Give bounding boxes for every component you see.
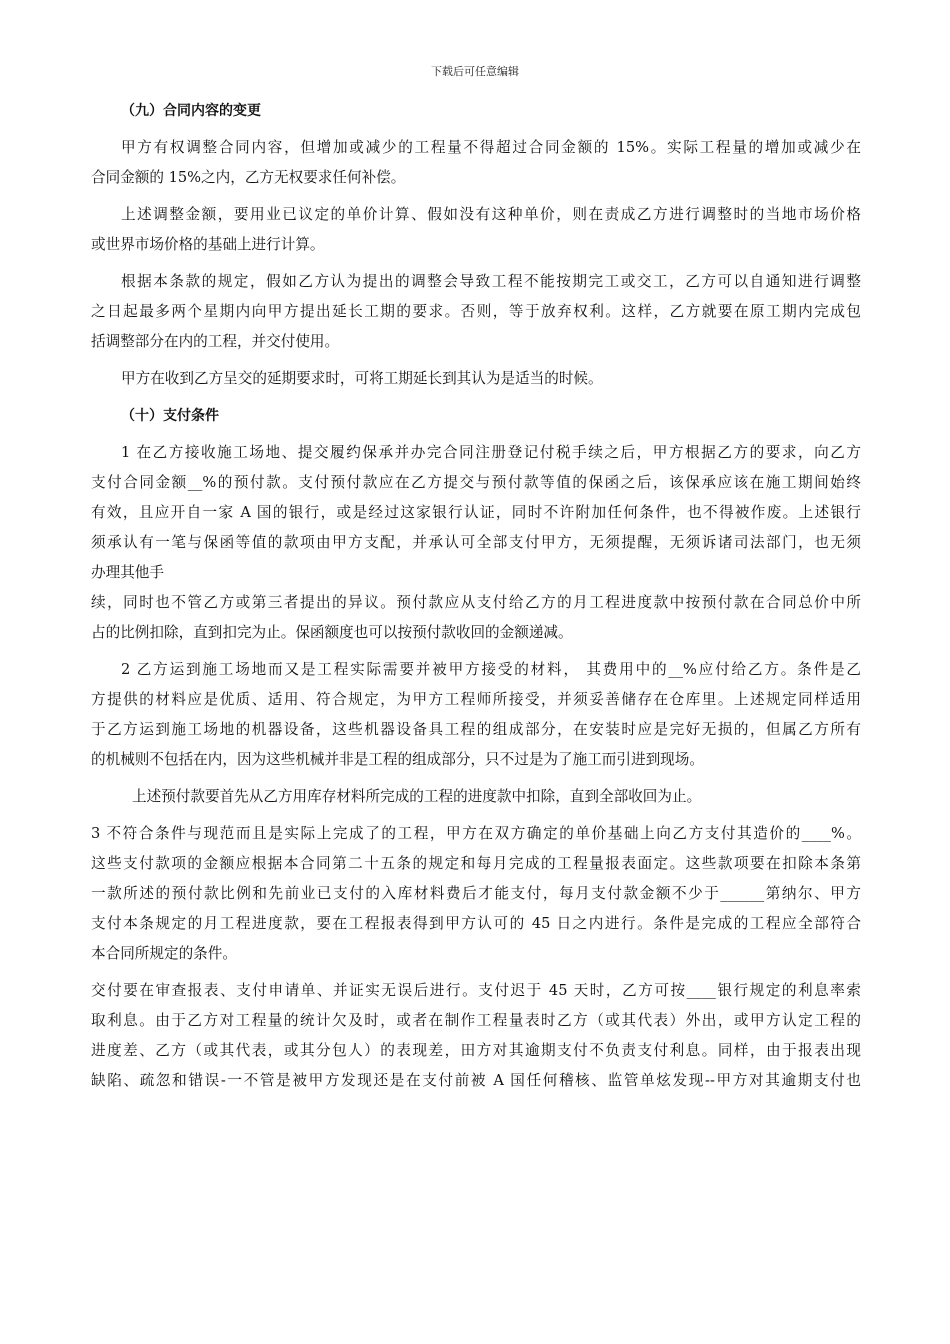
text-line: 缺陷、疏忽和错误-一不管是被甲方发现还是在支付前被 A 国任何稽核、监管单炫发现--甲方对其逾期支付也 <box>91 1072 861 1089</box>
text-line: 一款所述的预付款比例和先前业已支付的入库材料费后才能支付，每月支付款金额不少于______第纳尔、甲方 <box>91 885 861 902</box>
text-line: 于乙方运到施工场地的机器设备，这些机器设备具工程的组成部分，在安装时应是完好无损的，但属乙方所有 <box>91 721 861 738</box>
text-line: 支付本条规定的月工程进度款，要在工程报表得到甲方认可的 45 日之内进行。条件是完成的工程应全部符合 <box>91 915 861 932</box>
text-line: 续，同时也不管乙方或第三者提出的异议。预付款应从支付给乙方的月工程进度款中按预付款在合同总价中所 <box>91 594 861 611</box>
text-line: 根据本条款的规定，假如乙方认为提出的调整会导致工程不能按期完工或交工，乙方可以自通知进行调整 <box>121 273 861 290</box>
section-9-title: （九）合同内容的变更 <box>121 103 261 119</box>
text-line: 括调整部分在内的工程，并交付使用。 <box>91 333 340 350</box>
section-10-paragraph-2 <box>91 655 861 775</box>
text-line: 之日起最多两个星期内向甲方提出延长工期的要求。否则，等于放弃权利。这样，乙方就要在原工期内完成包 <box>91 303 861 320</box>
section-9-paragraph-1 <box>91 133 861 193</box>
text-line: 的机械则不包括在内，因为这些机械并非是工程的组成部分，只不过是为了施工而引进到现场。 <box>91 751 704 768</box>
section-10-paragraph-2-continued <box>91 782 861 812</box>
page-header-note: 下载后可任意编辑 <box>431 65 519 78</box>
text-line: 合同金额的 15%之内，乙方无权要求任何补偿。 <box>91 169 406 186</box>
text-line: 须承认有一笔与保函等值的款项由甲方支配，并承认可全部支付甲方，无须提醒，无须诉诸司法部门，也无须 <box>91 534 861 551</box>
text-line: 甲方在收到乙方呈交的延期要求时，可将工期延长到其认为是适当的时候。 <box>121 370 603 387</box>
text-line: 交付要在审查报表、支付申请单、并证实无误后进行。支付迟于 45 天时，乙方可按____银行规定的利息率索 <box>91 982 861 999</box>
text-line: 上述调整金额，要用业已议定的单价计算、假如没有这种单价，则在责成乙方进行调整时的当地市场价格 <box>121 206 861 223</box>
section-9-paragraph-4 <box>91 364 861 394</box>
section-10-paragraph-1-continued <box>91 588 861 648</box>
text-line: 本合同所规定的条件。 <box>91 945 237 962</box>
text-line: 有效，且应开自一家 A 国的银行，或是经过这家银行认证，同时不许附加任何条件，也不得被作废。上述银行 <box>91 504 861 521</box>
text-line: 2 乙方运到施工场地而又是工程实际需要并被甲方接受的材料， 其费用中的__%应付给乙方。条件是乙 <box>121 661 861 678</box>
text-line: 这些支付款项的金额应根据本合同第二十五条的规定和每月完成的工程量报表面定。这些款项要在扣除本条第 <box>91 855 861 872</box>
text-line: 或世界市场价格的基础上进行计算。 <box>91 236 325 253</box>
section-10-paragraph-3 <box>91 819 861 969</box>
text-line: 方提供的材料应是优质、适用、符合规定，为甲方工程师所接受，并须妥善储存在仓库里。上述规定同样适用 <box>91 691 861 708</box>
section-9-paragraph-2 <box>91 200 861 260</box>
text-line: 占的比例扣除，直到扣完为止。保函额度也可以按预付款收回的金额递减。 <box>91 624 573 641</box>
section-10-paragraph-1 <box>91 438 861 588</box>
text-line: 甲方有权调整合同内容，但增加或减少的工程量不得超过合同金额的 15%。实际工程量的增加或减少在 <box>121 139 861 156</box>
text-line: 上述预付款要首先从乙方用库存材料所完成的工程的进度款中扣除，直到全部收回为止。 <box>132 788 702 805</box>
text-line: 1 在乙方接收施工场地、提交履约保承并办完合同注册登记付税手续之后，甲方根据乙方的要求，向乙方 <box>121 444 861 461</box>
text-line: 进度差、乙方（或其代表，或其分包人）的表现差，田方对其逾期支付不负责支付利息。同样，由于报表出现 <box>91 1042 861 1059</box>
section-10-paragraph-4 <box>91 976 861 1096</box>
section-10-title: （十）支付条件 <box>121 408 219 424</box>
text-line: 支付合同金额__%的预付款。支付预付款应在乙方提交与预付款等值的保函之后，该保承应该在施工期间始终 <box>91 474 861 491</box>
text-line: 取利息。由于乙方对工程量的统计欠及时，或者在制作工程量表时乙方（或其代表）外出，或甲方认定工程的 <box>91 1012 861 1029</box>
document-body <box>91 96 861 1096</box>
text-line: 3 不符合条件与现范而且是实际上完成了的工程，甲方在双方确定的单价基础上向乙方支付其造价的____%。 <box>91 825 861 842</box>
text-line: 办理其他手 <box>91 564 164 581</box>
section-9-paragraph-3 <box>91 267 861 357</box>
